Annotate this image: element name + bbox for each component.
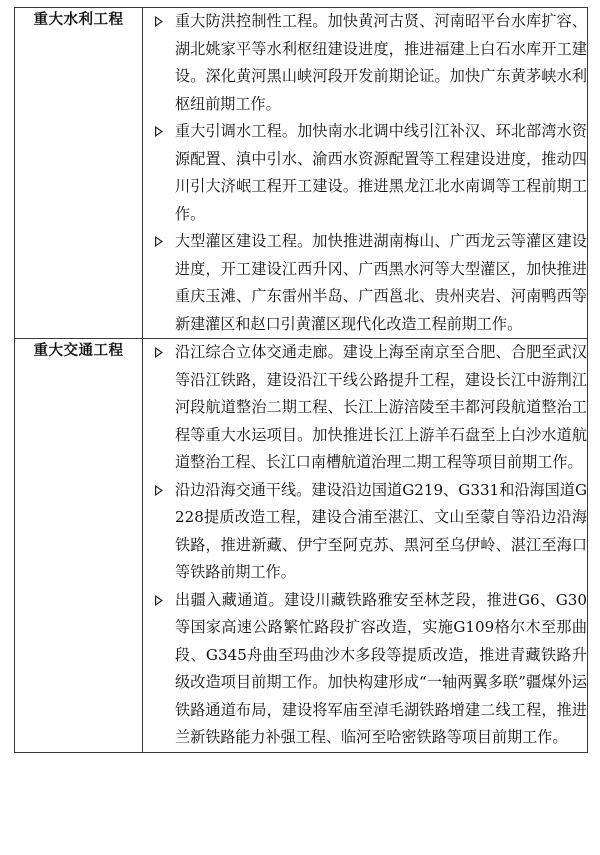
section-content-cell [143,339,588,753]
list-item [143,339,587,477]
section-label-cell [15,339,143,753]
section-content-cell [143,8,588,339]
arrow-bullet-icon [143,477,175,505]
section-label-cell [15,8,143,339]
list-item [143,477,587,587]
item-text: 沿江综合立体交通走廊。建设上海至南京至合肥、合肥至武汉等沿江铁路，建设沿江干线公路提升工程，建设长江中游荆江河段航道整治二期工程、长江上游涪陵至丰都河段航道整治工程等重大水运项目。加快推进长江上游羊石盘至上白沙水道航道整治工程、长江口南槽航道治理二期工程等项目前期工作。 [175,343,587,471]
list-item [143,587,587,752]
section-title: 重大水利工程 [33,12,124,28]
arrow-bullet-icon [143,339,175,367]
arrow-bullet-icon [143,8,175,36]
section-title: 重大交通工程 [33,343,124,359]
item-text: 出疆入藏通道。建设川藏铁路雅安至林芝段，推进G6、G30等国家高速公路繁忙路段扩容改造，实施G109格尔木至那曲段、G345舟曲至玛曲沙木多段等提质改造，推进青藏铁路升级改造项目前期工作。加快构建形成“一轴两翼多联”疆煤外运铁路通道布局，建设将军庙至淖毛湖铁路增建二线工程，推进兰新铁路能力补强工程、临河至哈密铁路等项目前期工作。 [175,590,587,746]
list-item [143,8,587,118]
item-text: 沿边沿海交通干线。建设沿边国道G219、G331和沿海国道G228提质改造工程，建设合浦至湛江、文山至蒙自等沿边沿海铁路，推进新藏、伊宁至阿克苏、黑河至乌伊岭、湛江至海口等铁路前期工作。 [175,480,587,581]
item-text: 大型灌区建设工程。加快推进湖南梅山、广西龙云等灌区建设进度，开工建设江西升冈、广西黑水河等大型灌区，加快推进重庆玉滩、广东雷州半岛、广西邕北、贵州夹岩、河南鸭西等新建灌区和赵口引黄灌区现代化改造工程前期工作。 [175,232,587,333]
list-item [143,118,587,228]
item-text: 重大引调水工程。加快南水北调中线引江补汉、环北部湾水资源配置、滇中引水、渝西水资源配置等工程建设进度，推动四川引大济岷工程开工建设。推进黑龙江北水南调等工程前期工作。 [175,122,587,223]
item-text: 重大防洪控制性工程。加快黄河古贤、河南昭平台水库扩容、湖北姚家平等水利枢纽建设进度，推进福建上白石水库开工建设。深化黄河黑山峡河段开发前期论证。加快广东黄茅峡水利枢纽前期工作。 [175,12,587,113]
arrow-bullet-icon [143,587,175,615]
arrow-bullet-icon [143,228,175,256]
table-row [15,8,588,339]
projects-table [14,7,588,753]
table-row [15,339,588,753]
list-item [143,228,587,338]
arrow-bullet-icon [143,118,175,146]
